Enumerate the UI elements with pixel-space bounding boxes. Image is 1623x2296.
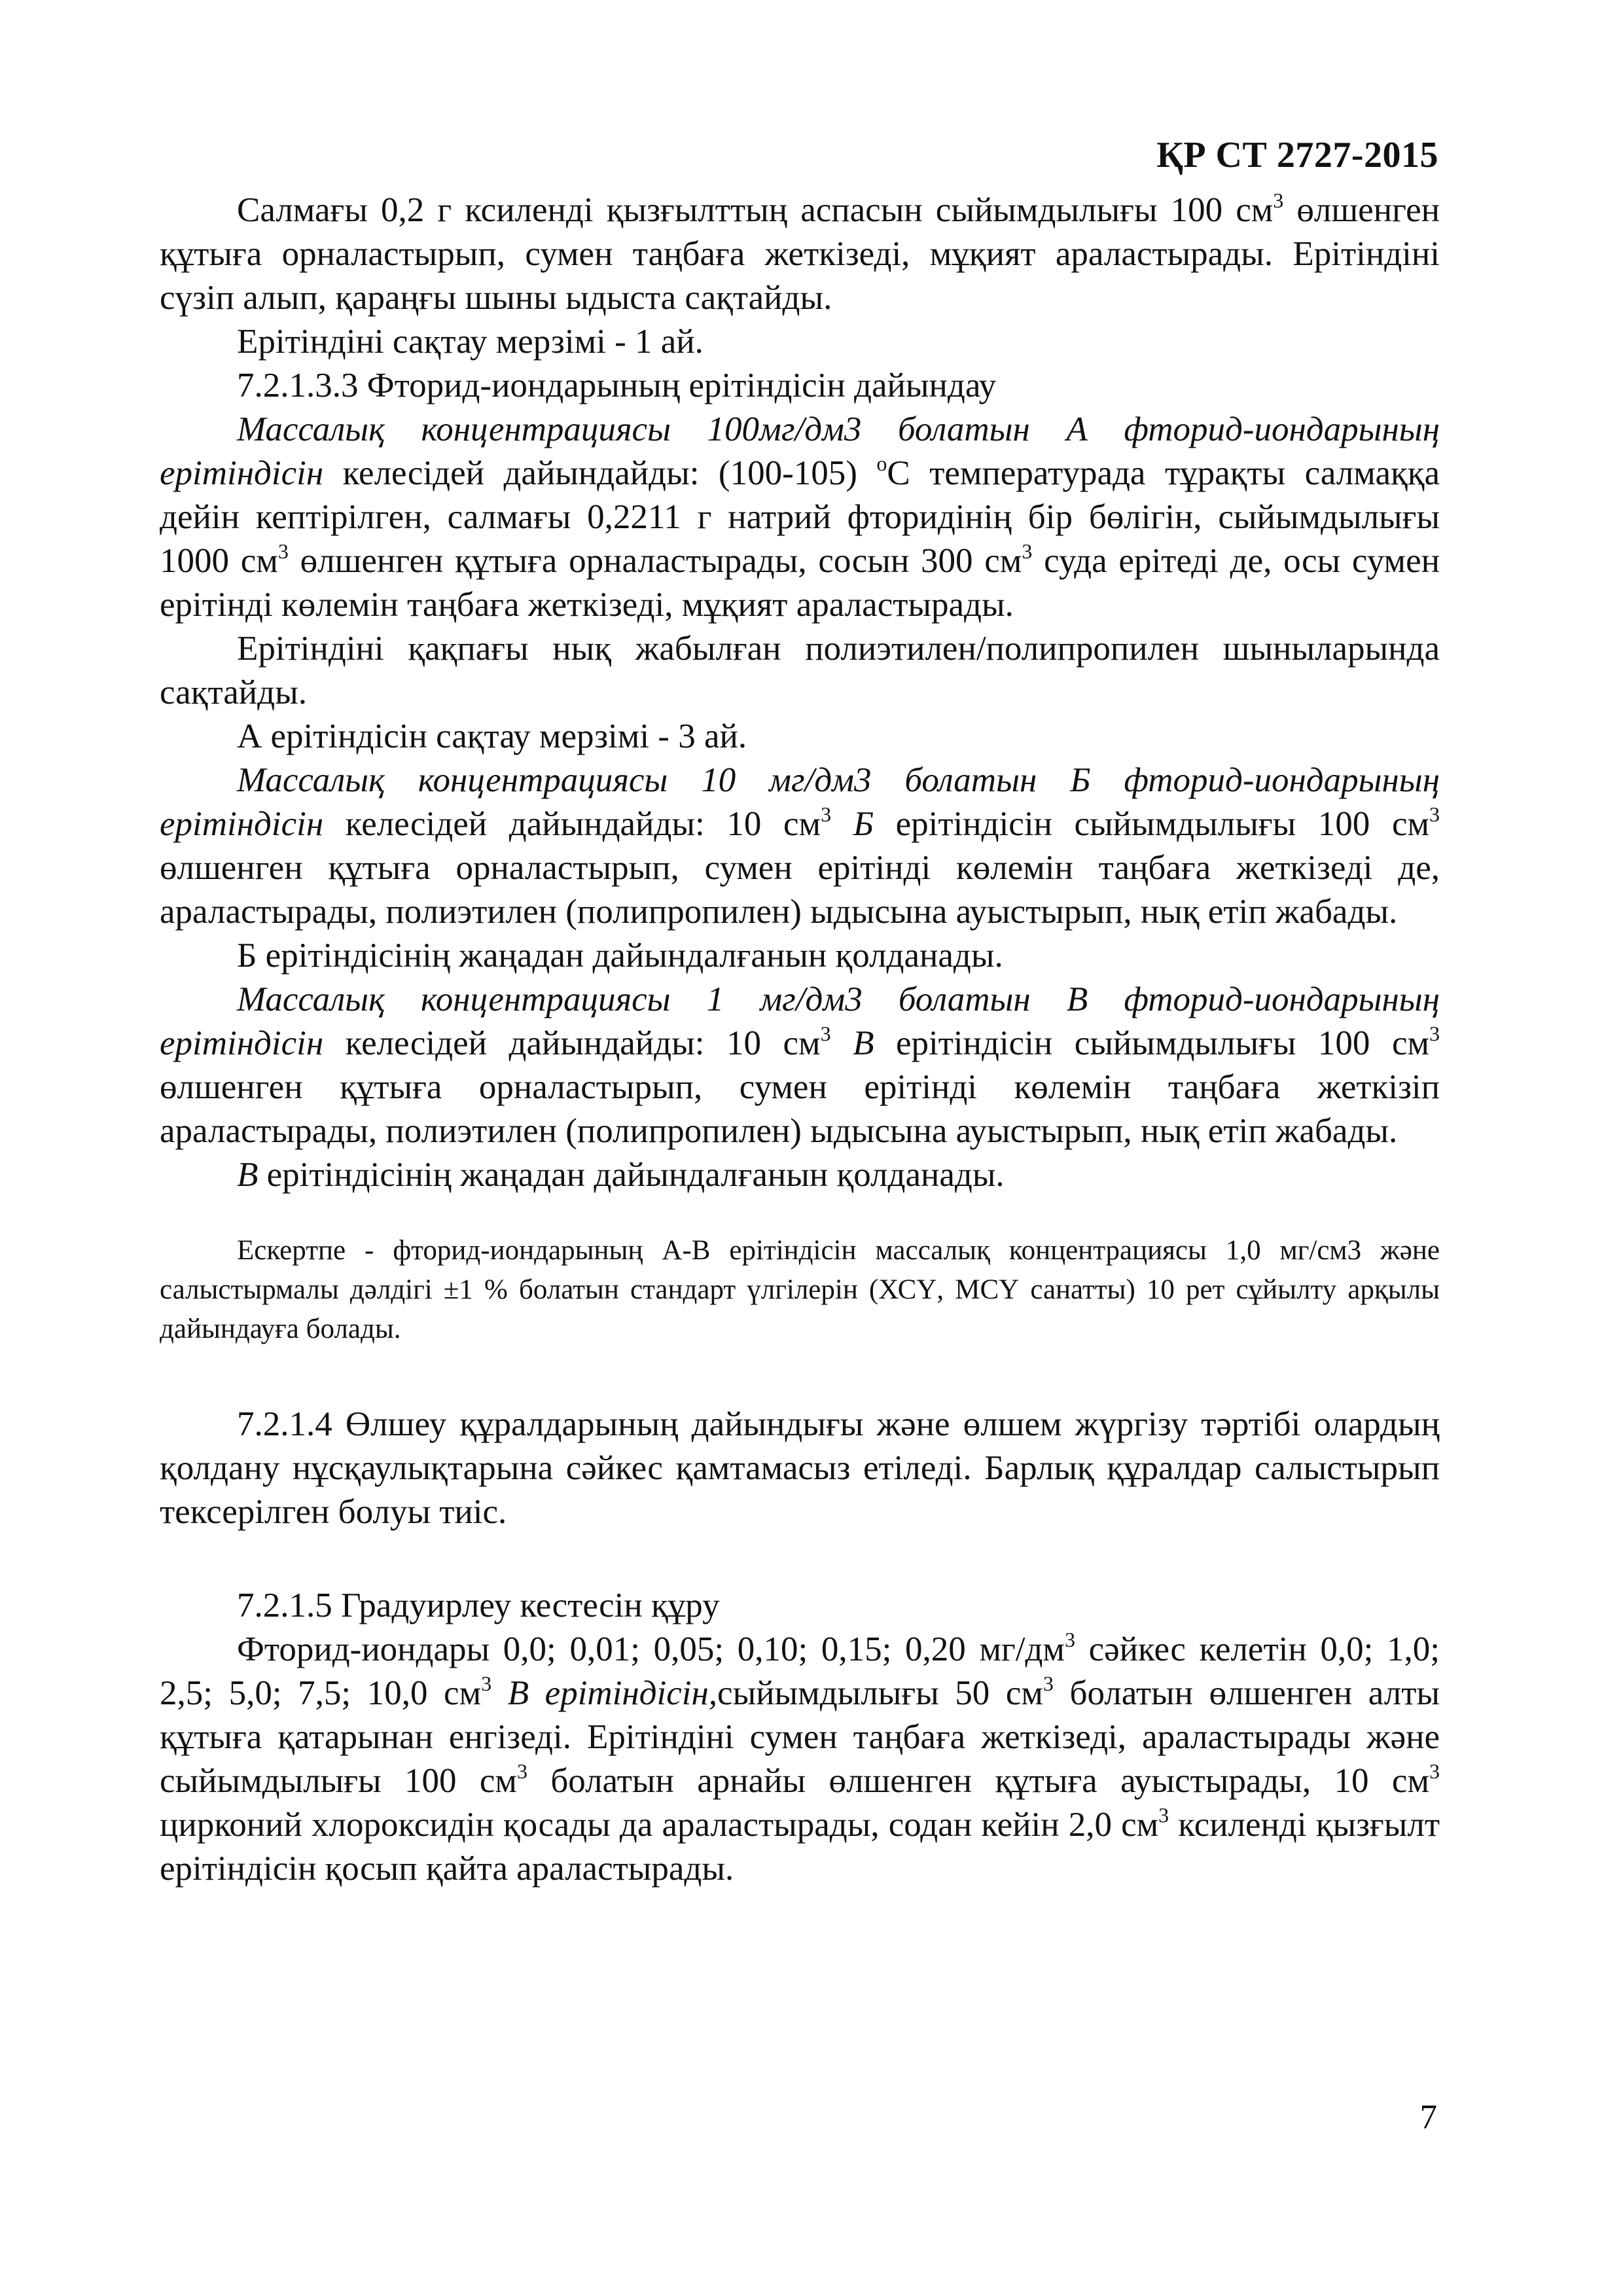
paragraph-solution-v: Массалық концентрациясы 1 мг/дм3 болатын В фторид-иондарының ерітіндісін келесідей дайындайды: 10 $см^3$ В ерітіндісін сыйымдылығы 100 $см^3$ өлшенген құтыға орналастырып, сумен ерітінді көлемін таңбаға жеткізіп араластырады, полиэтилен (полипропилен) ыдысына ауыстырып, нық етіп жабады. (160, 980, 1440, 1150)
paragraph-calibration-procedure: Фторид-иондары 0,0; 0,01; 0,05; 0,10; 0,15; 0,20 $мг/дм^3$ сәйкес келетін 0,0; 1,0; 2,5; 5,0; 7,5; 10,0 $см^3$ В ерітіндісін,сыйымдылығы 50 $см^3$ болатын өлшенген алты құтыға қатарынан енгізеді. Ерітіндіні сумен таңбаға жеткізеді, араластырады және сыйымдылығы 100 $см^3$ болатын арнайы өлшенген құтыға ауыстырады, 10 $см^3$ цирконий хлороксидін қосады да араластырады, содан кейін 2,0 $см^3$ ксиленді қызғылт ерітіндісін қосып қайта араластырады. (160, 1628, 1440, 1888)
paragraph-solution-a: Массалық концентрациясы 100мг/дм3 болатын А фторид-иондарының ерітіндісін келесідей дайындайды: (100-105) $^o$С температурада тұрақты салмаққа дейін кептірілген, салмағы 0,2211 г натрий фторидінің бір бөлігін, сыйымдылығы 1000 $см^3$ өлшенген құтыға орналастырады, сосын 300 $см^3$ суда ерітеді де, осы сумен ерітінді көлемін таңбаға жеткізеді, мұқият араластырады. (160, 410, 1440, 624)
paragraph-storage-bottles: Ерітіндіні қақпағы нық жабылған полиэтилен/полипропилен шыныларында сақтайды. (160, 630, 1440, 711)
paragraph-storage-1: Ерітіндіні сақтау мерзімі - 1 ай. (237, 323, 704, 361)
note-standard-samples: Ескертпе - фторид-иондарының А-В ерітіндісін массалық концентрациясы 1,0 мг/см3 және салыстырмалы дәлдігі ±1 % болатын стандарт үлгілерін (ХСҮ, МСҮ санатты) 10 рет сұйылту арқылы дайындауға болады. (160, 1235, 1440, 1344)
page-body (160, 188, 1440, 1891)
paragraph-use-v: В ерітіндісінің жаңадан дайындалғанын қолданады. (237, 1156, 1005, 1194)
section-heading-7-2-1-5: 7.2.1.5 Градуирлеу кестесін құру (237, 1587, 720, 1624)
page-number: 7 (1419, 2098, 1437, 2136)
section-heading-7-2-1-3-3: 7.2.1.3.3 Фторид-иондарының ерітіндісін дайындау (237, 367, 997, 404)
paragraph-storage-a: А ерітіндісін сақтау мерзімі - 3 ай. (237, 717, 747, 755)
document-code-header: ҚР СТ 2727-2015 (1156, 135, 1438, 175)
section-7-2-1-4: 7.2.1.4 Өлшеу құралдарының дайындығы және өлшем жүргізу тәртібі олардың қолдану нұсқаулықтарына сәйкес қамтамасыз етіледі. Барлық құралдар салыстырып тексерілген болуы тиіс. (160, 1405, 1440, 1531)
paragraph-solution-b: Массалық концентрациясы 10 мг/дм3 болатын Б фторид-иондарының ерітіндісін келесідей дайындайды: 10 $см^3$ Б ерітіндісін сыйымдылығы 100 $см^3$ өлшенген құтыға орналастырып, сумен ерітінді көлемін таңбаға жеткізеді де, араластырады, полиэтилен (полипропилен) ыдысына ауыстырып, нық етіп жабады. (160, 761, 1440, 931)
paragraph-use-b: Б ерітіндісінің жаңадан дайындалғанын қолданады. (237, 937, 1003, 975)
paragraph-xylenol-suspension: Салмағы 0,2 г ксиленді қызғылттың аспасын сыйымдылығы 100 $см^3$ өлшенген құтыға орналастырып, сумен таңбаға жеткізеді, мұқият араластырады. Ерітіндіні сүзіп алып, қараңғы шыны ыдыста сақтайды. (160, 188, 1440, 317)
